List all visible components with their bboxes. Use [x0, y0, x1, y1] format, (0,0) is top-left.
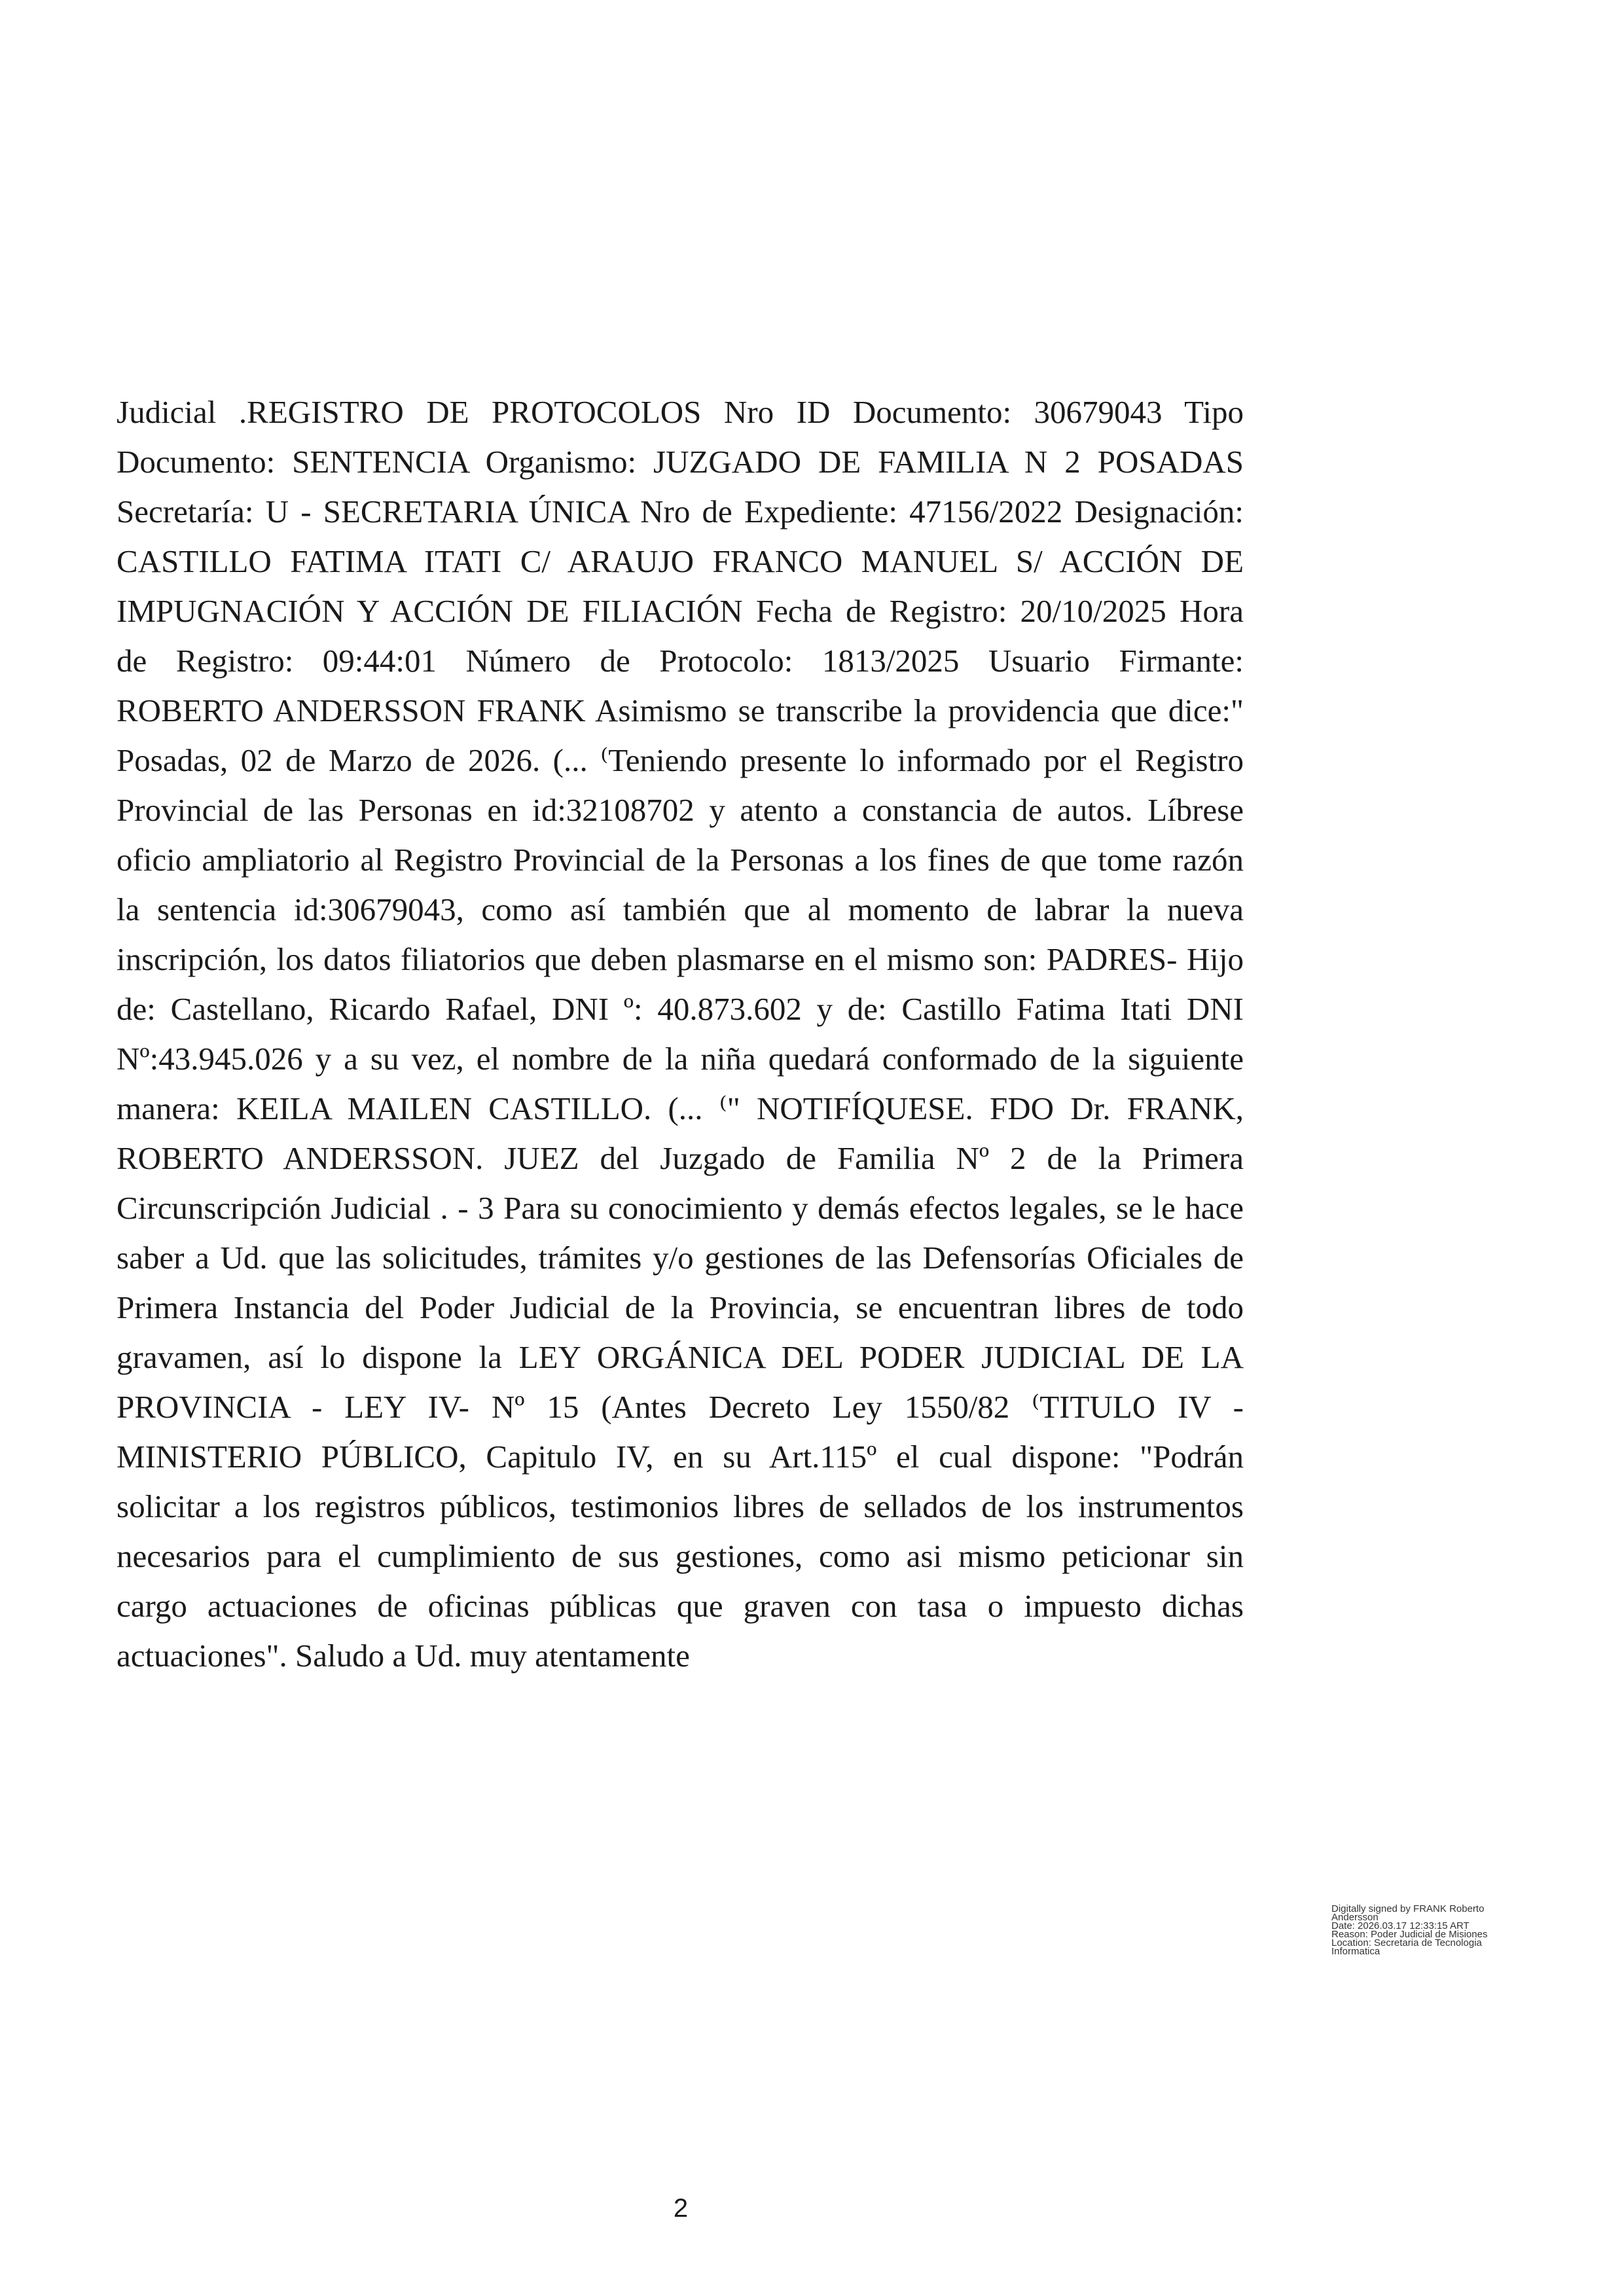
signature-line: Andersson	[1331, 1912, 1379, 1923]
body-line: solicitar a los registros públicos, testimonios libres de sellados de los instrumentos	[117, 1488, 1244, 1524]
body-line: MINISTERIO PÚBLICO, Capitulo IV, en su Art.115º el cual dispone: "Podrán	[117, 1439, 1244, 1475]
body-line: Primera Instancia del Poder Judicial de la Provincia, se encuentran libres de todo	[117, 1289, 1244, 1325]
digital-signature-block	[1331, 1905, 1541, 1956]
body-line: Judicial .REGISTRO DE PROTOCOLOS Nro ID Documento: 30679043 Tipo	[117, 394, 1244, 430]
body-line: gravamen, así lo dispone la LEY ORGÁNICA DEL PODER JUDICIAL DE LA	[117, 1339, 1244, 1375]
body-line: Posadas, 02 de Marzo de 2026. (... ⁽Teniendo presente lo informado por el Registro	[117, 742, 1244, 778]
page-number: 2	[673, 2194, 689, 2223]
signature-line: Location: Secretaria de Tecnologia	[1331, 1937, 1482, 1948]
body-line: Nº:43.945.026 y a su vez, el nombre de la niña quedará conformado de la siguiente	[117, 1041, 1244, 1077]
body-line: PROVINCIA - LEY IV- Nº 15 (Antes Decreto Ley 1550/82 ⁽TITULO IV -	[117, 1389, 1244, 1425]
body-line: Secretaría: U - SECRETARIA ÚNICA Nro de Expediente: 47156/2022 Designación:	[117, 493, 1244, 529]
body-line: de Registro: 09:44:01 Número de Protocolo: 1813/2025 Usuario Firmante:	[117, 643, 1244, 679]
body-line: la sentencia id:30679043, como así también que al momento de labrar la nueva	[117, 891, 1244, 927]
body-line: actuaciones". Saludo a Ud. muy atentamente	[117, 1638, 690, 1674]
body-line: cargo actuaciones de oficinas públicas que graven con tasa o impuesto dichas	[117, 1588, 1244, 1624]
body-line: saber a Ud. que las solicitudes, trámites y/o gestiones de las Defensorías Oficiales de	[117, 1240, 1244, 1276]
signature-line: Digitally signed by FRANK Roberto	[1331, 1903, 1485, 1914]
body-line: manera: KEILA MAILEN CASTILLO. (... ⁽" NOTIFÍQUESE. FDO Dr. FRANK,	[117, 1090, 1244, 1126]
body-line: oficio ampliatorio al Registro Provincial de la Personas a los fines de que tome razón	[117, 842, 1244, 878]
body-line: CASTILLO FATIMA ITATI C/ ARAUJO FRANCO MANUEL S/ ACCIÓN DE	[117, 543, 1244, 579]
signature-line: Reason: Poder Judicial de Misiones	[1331, 1929, 1488, 1940]
body-line: ROBERTO ANDERSSON. JUEZ del Juzgado de Familia Nº 2 de la Primera	[117, 1140, 1244, 1176]
body-line: inscripción, los datos filiatorios que deben plasmarse en el mismo son: PADRES- Hijo	[117, 941, 1244, 977]
signature-line: Date: 2026.03.17 12:33:15 ART	[1331, 1920, 1470, 1931]
body-line: Documento: SENTENCIA Organismo: JUZGADO DE FAMILIA N 2 POSADAS	[117, 444, 1244, 480]
document-body	[117, 387, 1244, 1681]
body-line: necesarios para el cumplimiento de sus gestiones, como asi mismo peticionar sin	[117, 1538, 1244, 1574]
body-line: IMPUGNACIÓN Y ACCIÓN DE FILIACIÓN Fecha de Registro: 20/10/2025 Hora	[117, 593, 1244, 629]
body-line: Circunscripción Judicial . - 3 Para su conocimiento y demás efectos legales, se le hace	[117, 1190, 1244, 1226]
signature-line: Informatica	[1331, 1946, 1380, 1957]
body-line: Provincial de las Personas en id:32108702 y atento a constancia de autos. Líbrese	[117, 792, 1244, 828]
body-line: ROBERTO ANDERSSON FRANK Asimismo se transcribe la providencia que dice:"	[117, 692, 1244, 728]
body-line: de: Castellano, Ricardo Rafael, DNI º: 40.873.602 y de: Castillo Fatima Itati DNI	[117, 991, 1244, 1027]
